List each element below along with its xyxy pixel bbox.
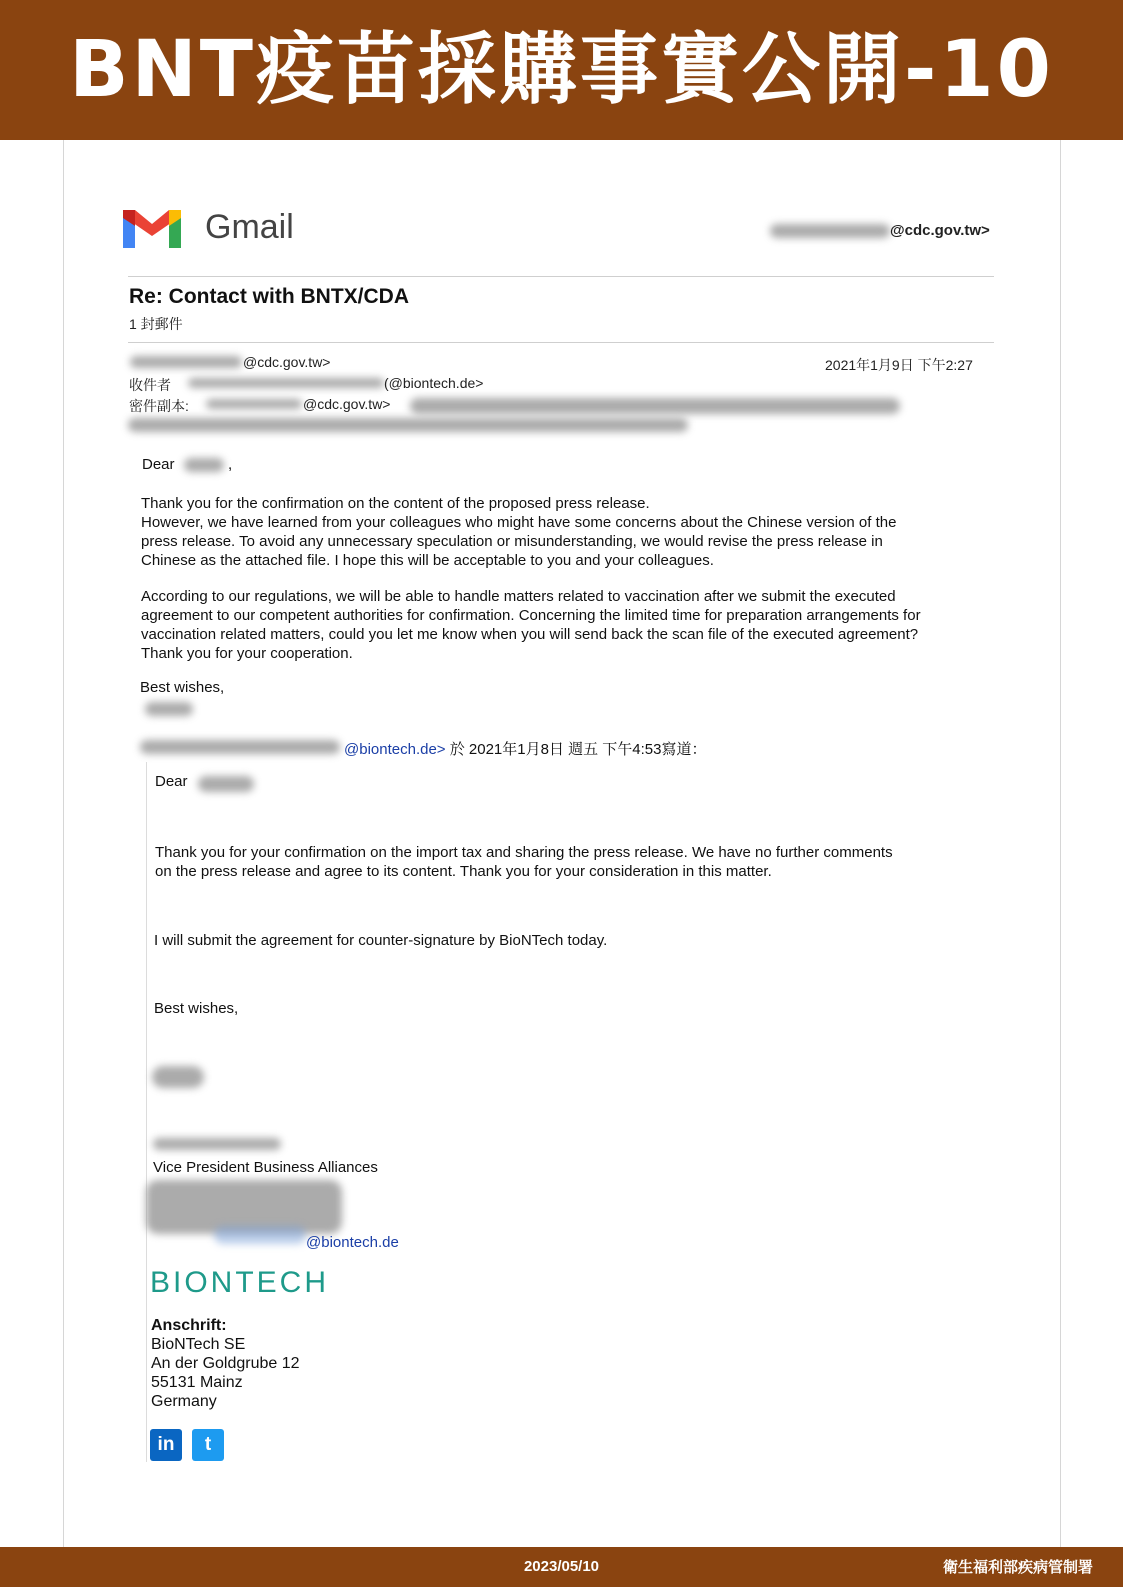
subject-divider (128, 342, 994, 343)
reply-line: press release. To avoid any unnecessary speculation or misunderstanding, we would revise the press release in (141, 533, 883, 550)
address-label: Anschrift: (151, 1317, 227, 1334)
reply-greeting (142, 456, 175, 473)
recipient-email: (@biontech.de> (384, 375, 484, 391)
message-count: 1 封郵件 (129, 316, 183, 332)
quoted-paragraph-1 (155, 843, 893, 881)
signer-title: Vice President Business Alliances (153, 1159, 378, 1176)
sender-email: @cdc.gov.tw> (243, 354, 331, 370)
linkedin-icon[interactable]: in (150, 1429, 182, 1461)
quoted-sender-email[interactable]: @biontech.de> (344, 741, 446, 758)
company-address (151, 1316, 300, 1411)
gmail-logo-icon (123, 202, 181, 248)
reply-line: agreement to our competent authorities for confirmation. Concerning the limited time for preparation arrangements for (141, 607, 921, 624)
address-line: 55131 Mainz (151, 1374, 243, 1391)
address-line: An der Goldgrube 12 (151, 1355, 300, 1372)
header-divider (128, 276, 994, 277)
redacted-account (770, 224, 890, 238)
quoted-greeting: Dear (155, 773, 188, 790)
reply-line: Chinese as the attached file. I hope this will be acceptable to you and your colleagues. (141, 552, 714, 569)
redacted-recipient (188, 378, 384, 388)
twitter-icon[interactable]: t (192, 1429, 224, 1461)
to-label: 收件者 (129, 377, 171, 393)
reply-line: Thank you for your cooperation. (141, 645, 353, 662)
redacted-sender (130, 356, 242, 368)
redacted-quoted-signature (152, 1066, 204, 1088)
quoted-header (344, 738, 706, 759)
redacted-cc (206, 399, 302, 409)
quoted-line: Thank you for your confirmation on the import tax and sharing the press release. We have no further comments (155, 844, 893, 861)
redacted-contact-email (214, 1226, 306, 1244)
redacted-cc-list-2 (128, 418, 688, 432)
quoted-closing: Best wishes, (154, 1000, 239, 1017)
email-subject: Re: Contact with BNTX/CDA (129, 285, 409, 308)
reply-line: However, we have learned from your colleagues who might have some concerns about the Chinese version of the (141, 514, 897, 531)
cc-label: 密件副本: (129, 398, 189, 414)
title-banner (0, 0, 1123, 140)
footer-bar (0, 1547, 1123, 1587)
reply-paragraph-2 (141, 587, 921, 663)
redacted-cc-list (410, 398, 900, 414)
biontech-logo: BIONTECH (150, 1266, 330, 1299)
banner-title: BNT疫苗採購事實公開-10 (69, 25, 1054, 115)
address-line: Germany (151, 1393, 217, 1410)
cc-email: @cdc.gov.tw> (303, 396, 391, 412)
redacted-quoted-sender (140, 740, 340, 754)
quoted-line: on the press release and agree to its content. Thank you for your consideration in this matter. (155, 863, 772, 880)
reply-paragraph-1 (141, 494, 896, 570)
signer-email[interactable]: @biontech.de (306, 1234, 399, 1251)
reply-closing: Best wishes, (140, 679, 225, 696)
quote-bar (146, 762, 147, 1462)
reply-line: vaccination related matters, could you let me know when you will send back the scan file of the executed agreement? (141, 626, 919, 643)
reply-greeting-tail: , (228, 456, 233, 473)
address-line: BioNTech SE (151, 1336, 246, 1353)
gmail-wordmark: Gmail (205, 208, 294, 246)
quoted-header-tail: 於 2021年1月8日 週五 下午4:53寫道： (445, 741, 707, 758)
quoted-paragraph-2: I will submit the agreement for counter-signature by BioNTech today. (154, 932, 608, 949)
redacted-quoted-greeting-name (198, 776, 254, 792)
redacted-signer-name (153, 1138, 281, 1150)
reply-line: Thank you for the confirmation on the content of the proposed press release. (141, 495, 650, 512)
account-email: @cdc.gov.tw> (890, 222, 990, 239)
redacted-reply-signature (145, 702, 193, 716)
footer-organization: 衛生福利部疾病管制署 (942, 1558, 1093, 1576)
reply-line: According to our regulations, we will be able to handle matters related to vaccination after we submit the executed (141, 588, 896, 605)
footer-date: 2023/05/10 (523, 1558, 600, 1575)
reply-date: 2021年1月9日 下午2:27 (825, 357, 973, 373)
redacted-greeting-name (184, 458, 224, 472)
reply-greeting-word: Dear (142, 456, 175, 473)
